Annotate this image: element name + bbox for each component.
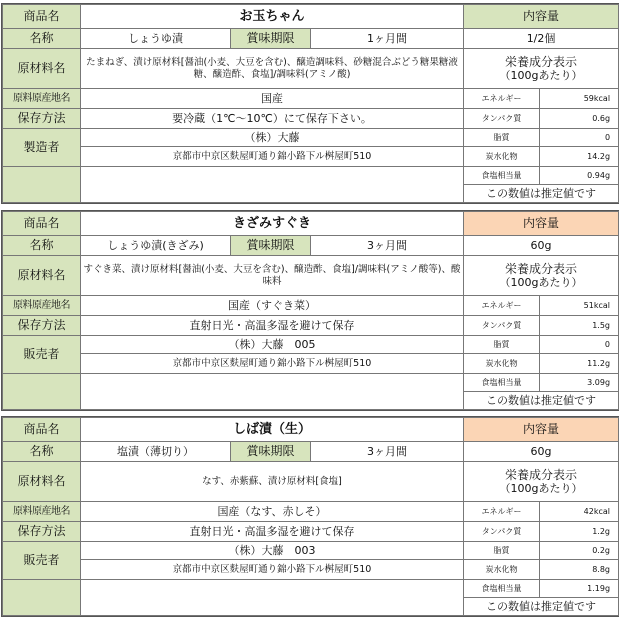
product-type: しょうゆ漬(きざみ) (81, 236, 231, 256)
ingredients-value: なす、赤紫蘇、漬け原材料[食塩] (81, 462, 464, 502)
best-before-value: 1ヶ月間 (311, 29, 464, 49)
ingredients-label: 原材料名 (3, 256, 81, 296)
content-label: 内容量 (464, 418, 619, 442)
nutrient-value: 0.94g (540, 167, 619, 185)
maker-label: 販売者 (3, 542, 81, 580)
storage-value: 直射日光・高温多湿を避けて保存 (81, 316, 464, 336)
blank-cell (81, 374, 464, 410)
nutrition-header (464, 462, 619, 502)
nutrition-title: 栄養成分表示 (505, 467, 578, 482)
nutrient-name: 脂質 (464, 542, 540, 560)
content-value: 60g (464, 442, 619, 462)
nutrition-header (464, 256, 619, 296)
nutrient-value: 42kcal (540, 502, 619, 522)
maker-name: （株）大藤 (81, 129, 464, 147)
origin-label: 原料原産地名 (3, 502, 81, 522)
nutrient-name: 炭水化物 (464, 147, 540, 167)
estimate-note: この数値は推定値です (464, 392, 619, 410)
nutrition-per: （100gあたり） (499, 482, 583, 496)
content-label: 内容量 (464, 5, 619, 29)
nutrient-value: 51kcal (540, 296, 619, 316)
nutrient-name: 炭水化物 (464, 354, 540, 374)
origin-value: 国産 (81, 89, 464, 109)
maker-label: 製造者 (3, 129, 81, 167)
name-label: 名称 (3, 236, 81, 256)
storage-label: 保存方法 (3, 109, 81, 129)
content-value: 60g (464, 236, 619, 256)
nutrient-name: エネルギー (464, 502, 540, 522)
nutrient-name: タンパク質 (464, 109, 540, 129)
product-name-label: 商品名 (3, 5, 81, 29)
nutrient-name: 炭水化物 (464, 560, 540, 580)
storage-label: 保存方法 (3, 316, 81, 336)
nutrient-name: エネルギー (464, 89, 540, 109)
nutrient-name: 食塩相当量 (464, 580, 540, 598)
nutrient-value: 8.8g (540, 560, 619, 580)
best-before-value: 3ヶ月間 (311, 442, 464, 462)
nutrient-name: タンパク質 (464, 316, 540, 336)
ingredients-value: すぐき菜、漬け原材料[醤油(小麦、大豆を含む)、醸造酢、食塩]/調味料(アミノ酸等)、酸味料 (81, 256, 464, 296)
maker-address: 京都市中京区麩屋町通り錦小路下ル桝屋町510 (81, 147, 464, 167)
nutrition-title: 栄養成分表示 (505, 54, 578, 69)
ingredients-label: 原材料名 (3, 462, 81, 502)
nutrition-header (464, 49, 619, 89)
estimate-note: この数値は推定値です (464, 598, 619, 616)
origin-value: 国産（すぐき菜） (81, 296, 464, 316)
nutrient-name: 脂質 (464, 336, 540, 354)
product-type: しょうゆ漬 (81, 29, 231, 49)
blank-cell (81, 580, 464, 616)
maker-name: （株）大藤 005 (81, 336, 464, 354)
product-title: きざみすぐき (81, 212, 464, 236)
nutrient-value: 59kcal (540, 89, 619, 109)
nutrient-name: エネルギー (464, 296, 540, 316)
nutrient-value: 3.09g (540, 374, 619, 392)
nutrient-value: 0.2g (540, 542, 619, 560)
nutrition-per: （100gあたり） (499, 69, 583, 83)
maker-label: 販売者 (3, 336, 81, 374)
product-name-label: 商品名 (3, 212, 81, 236)
origin-value: 国産（なす、赤しそ） (81, 502, 464, 522)
best-before-label: 賞味期限 (231, 29, 311, 49)
nutrient-value: 14.2g (540, 147, 619, 167)
best-before-label: 賞味期限 (231, 236, 311, 256)
estimate-note: この数値は推定値です (464, 185, 619, 203)
nutrient-name: 脂質 (464, 129, 540, 147)
origin-label: 原料原産地名 (3, 89, 81, 109)
product-label (1, 210, 619, 411)
product-title: お玉ちゃん (81, 5, 464, 29)
product-label (1, 3, 619, 204)
product-label (1, 416, 619, 617)
ingredients-value: たまねぎ、漬け原材料[醤油(小麦、大豆を含む)、醸造調味料、砂糖混合ぶどう糖果糖液糖、醸造酢、食塩]/調味料(アミノ酸) (81, 49, 464, 89)
nutrient-value: 11.2g (540, 354, 619, 374)
blank-label-cell (3, 580, 81, 616)
best-before-value: 3ヶ月間 (311, 236, 464, 256)
product-type: 塩漬（薄切り） (81, 442, 231, 462)
name-label: 名称 (3, 442, 81, 462)
nutrient-value: 1.19g (540, 580, 619, 598)
name-label: 名称 (3, 29, 81, 49)
maker-address: 京都市中京区麩屋町通り錦小路下ル桝屋町510 (81, 354, 464, 374)
nutrient-value: 1.5g (540, 316, 619, 336)
content-label: 内容量 (464, 212, 619, 236)
nutrient-value: 0 (540, 336, 619, 354)
origin-label: 原料原産地名 (3, 296, 81, 316)
nutrient-name: 食塩相当量 (464, 167, 540, 185)
nutrient-value: 0 (540, 129, 619, 147)
storage-value: 直射日光・高温多湿を避けて保存 (81, 522, 464, 542)
storage-label: 保存方法 (3, 522, 81, 542)
nutrient-value: 0.6g (540, 109, 619, 129)
product-title: しば漬（生） (81, 418, 464, 442)
best-before-label: 賞味期限 (231, 442, 311, 462)
ingredients-label: 原材料名 (3, 49, 81, 89)
blank-label-cell (3, 167, 81, 203)
blank-label-cell (3, 374, 81, 410)
product-name-label: 商品名 (3, 418, 81, 442)
maker-name: （株）大藤 003 (81, 542, 464, 560)
nutrient-value: 1.2g (540, 522, 619, 542)
blank-cell (81, 167, 464, 203)
nutrition-per: （100gあたり） (499, 276, 583, 290)
content-value: 1/2個 (464, 29, 619, 49)
maker-address: 京都市中京区麩屋町通り錦小路下ル桝屋町510 (81, 560, 464, 580)
storage-value: 要冷蔵（1℃〜10℃）にて保存下さい。 (81, 109, 464, 129)
nutrition-title: 栄養成分表示 (505, 261, 578, 276)
nutrient-name: タンパク質 (464, 522, 540, 542)
nutrient-name: 食塩相当量 (464, 374, 540, 392)
